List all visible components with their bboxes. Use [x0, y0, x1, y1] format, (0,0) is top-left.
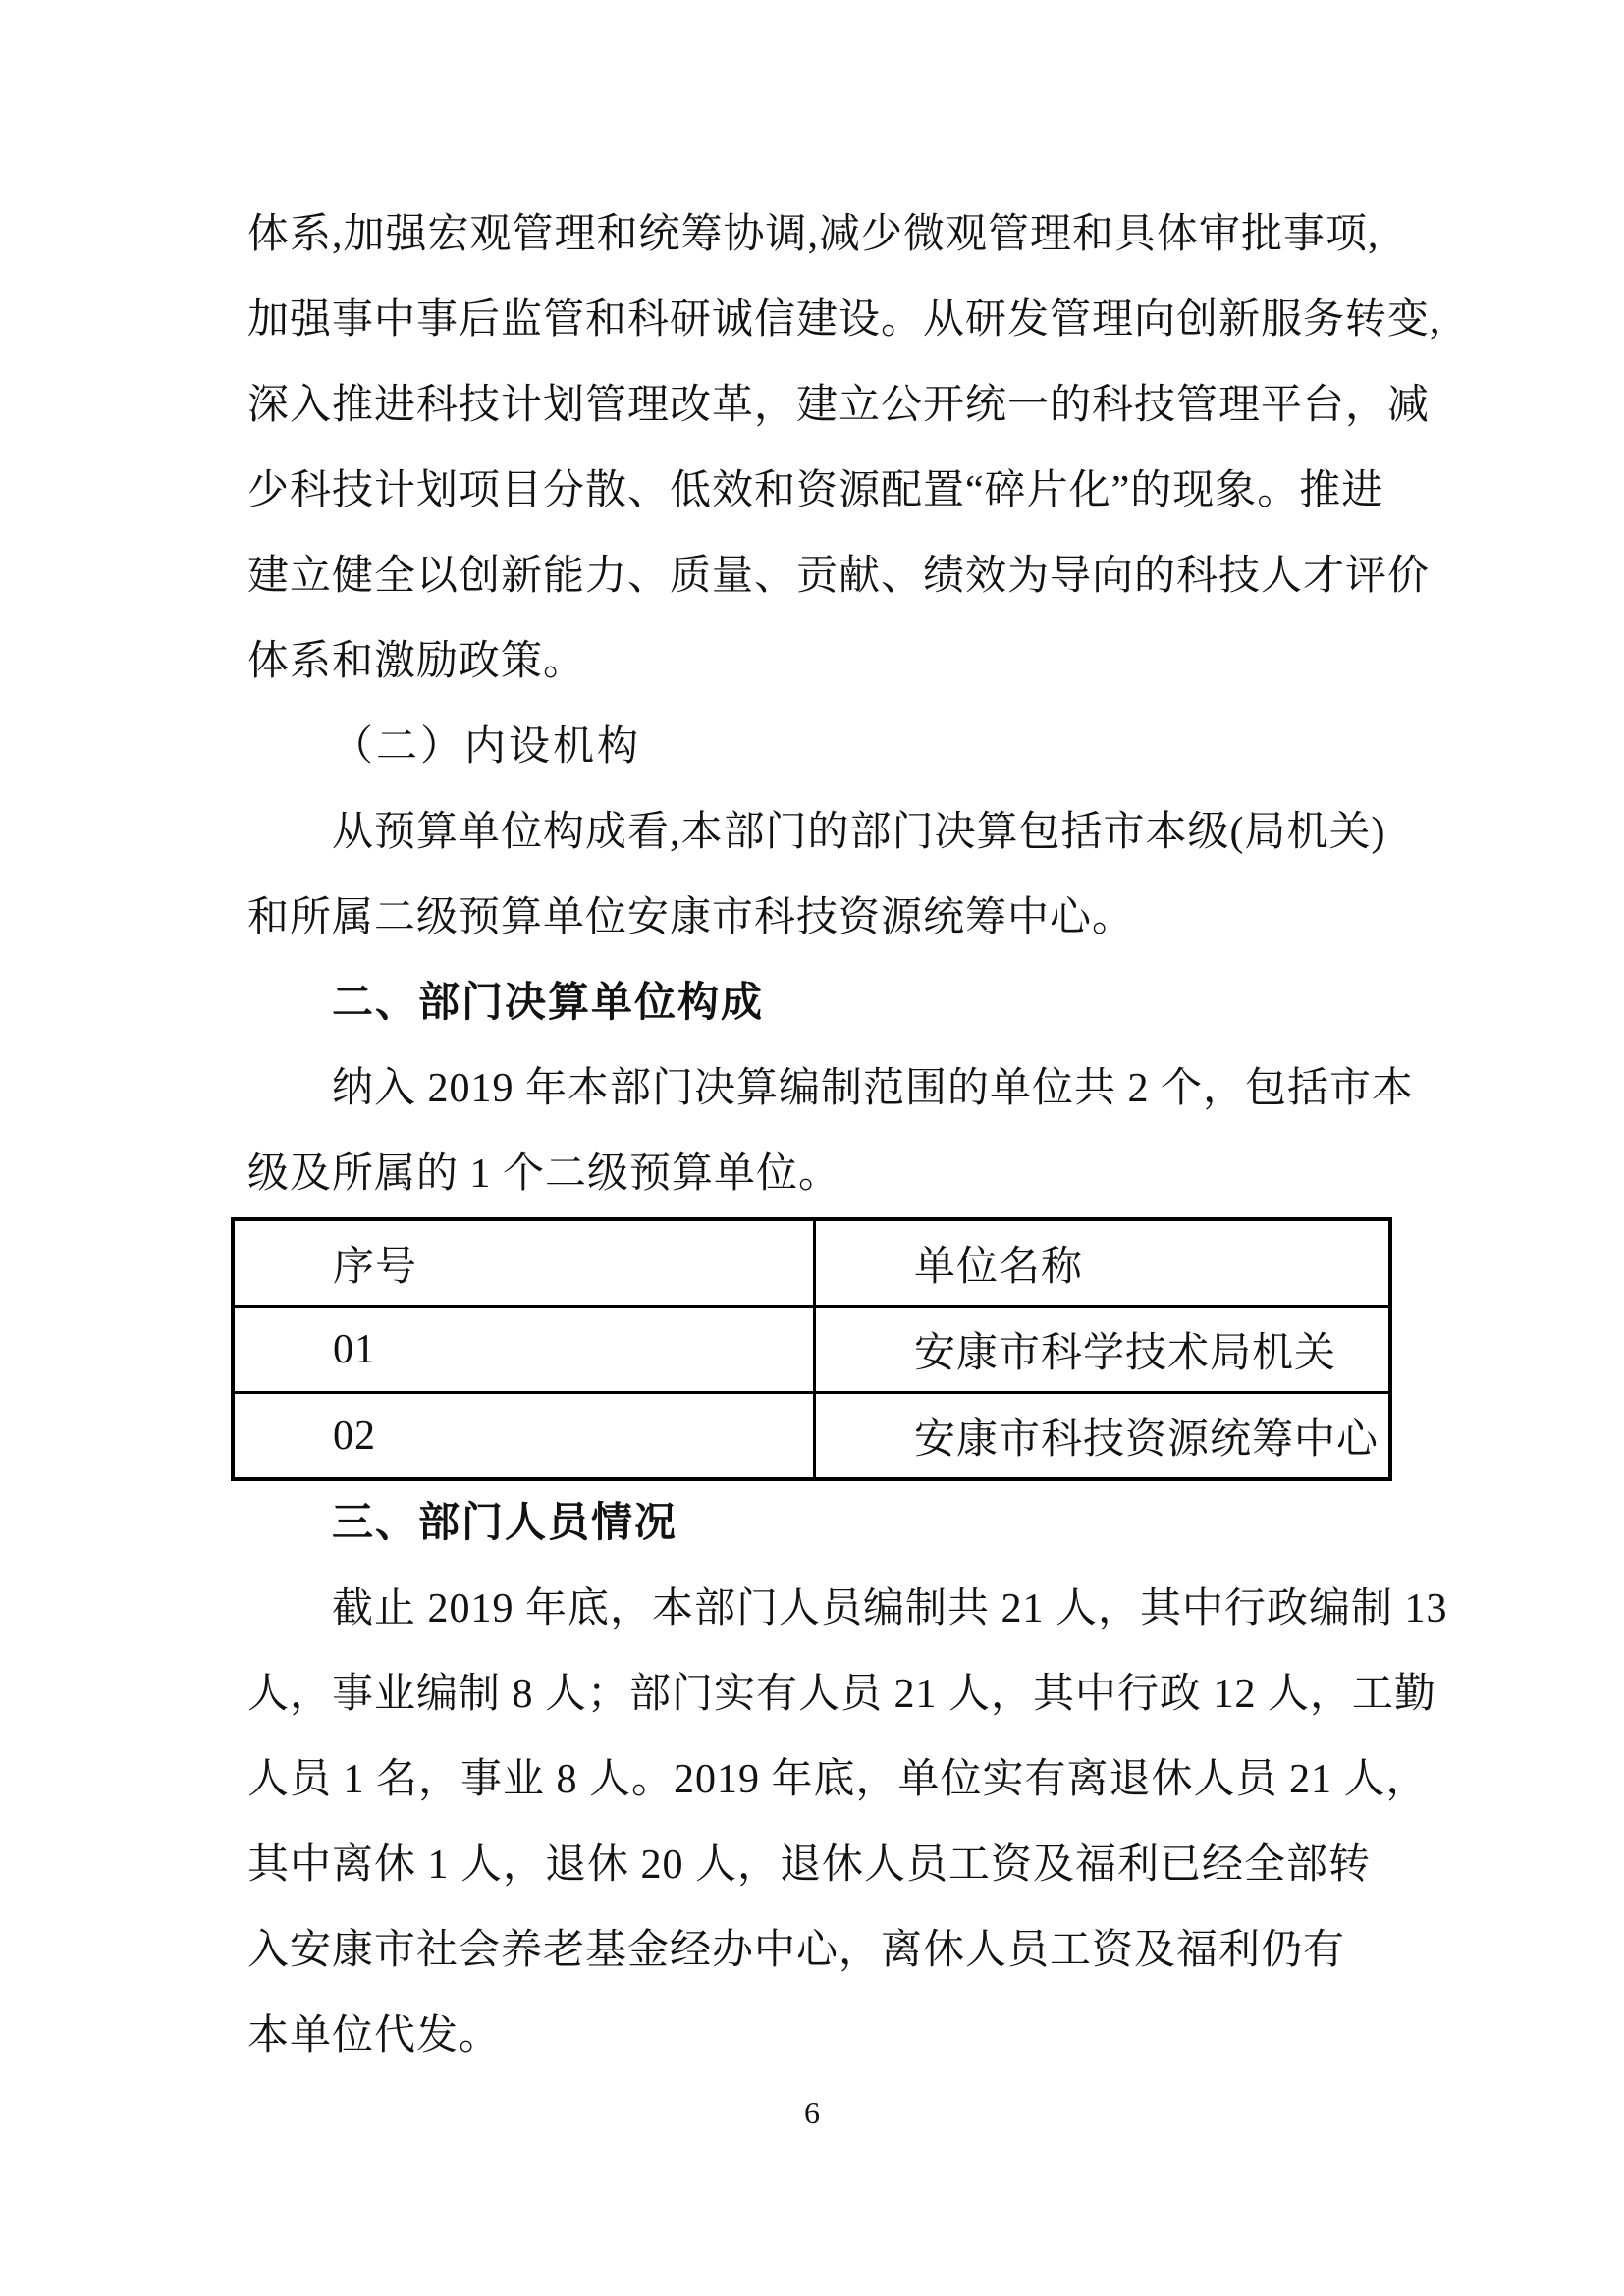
section-heading-juesuan-danwei-goucheng: 二、部门决算单位构成 [332, 981, 765, 1026]
para-line: 级及所属的 1 个二级预算单位。 [247, 1151, 841, 1197]
para-line: 纳入 2019 年本部门决算编制范围的单位共 2 个，包括市本 [332, 1066, 1415, 1111]
para-line: 和所属二级预算单位安康市科技资源统筹中心。 [247, 895, 1135, 940]
para-line: 人，事业编制 8 人；部门实有人员 21 人，其中行政 12 人，工勤 [247, 1672, 1437, 1717]
para-line: 从预算单位构成看,本部门的部门决算包括市本级(局机关) [332, 810, 1386, 855]
para-line: 入安康市社会养老基金经办中心，离休人员工资及福利仍有 [247, 1928, 1346, 1973]
para-line: 体系,加强宏观管理和统筹协调,减少微观管理和具体审批事项, [247, 212, 1380, 257]
table-cell-index: 02 [233, 1393, 815, 1480]
para-line: 截止 2019 年底，本部门人员编制共 21 人，其中行政编制 13 [332, 1586, 1448, 1631]
table-row [233, 1307, 1390, 1393]
subsection-heading-neishejigou: （二）内设机构 [332, 724, 642, 770]
para-line: 建立健全以创新能力、质量、贡献、绩效为导向的科技人才评价 [247, 554, 1431, 599]
para-line: 其中离休 1 人，退休 20 人，退休人员工资及福利已经全部转 [247, 1842, 1372, 1888]
section-heading-renyuan-qingkuang: 三、部门人员情况 [332, 1501, 678, 1546]
page-number: 6 [804, 2095, 820, 2130]
table-cell-unit-name: 安康市科技资源统筹中心 [815, 1393, 1391, 1480]
table-row [233, 1393, 1390, 1480]
para-line: 人员 1 名，事业 8 人。2019 年底，单位实有离退休人员 21 人， [247, 1757, 1429, 1802]
table-header-row [233, 1219, 1390, 1307]
para-line: 加强事中事后监管和科研诚信建设。从研发管理向创新服务转变, [247, 297, 1441, 343]
para-line: 本单位代发。 [247, 2013, 502, 2058]
para-line: 体系和激励政策。 [247, 639, 586, 684]
units-table [231, 1217, 1392, 1481]
table-header-cell-danwei-mingcheng: 单位名称 [815, 1219, 1391, 1307]
para-line: 少科技计划项目分散、低效和资源配置“碎片化”的现象。推进 [247, 468, 1384, 513]
body-text [247, 192, 1448, 2079]
para-line: 深入推进科技计划管理改革，建立公开统一的科技管理平台，减 [247, 383, 1431, 428]
table-cell-unit-name: 安康市科学技术局机关 [815, 1307, 1391, 1393]
table-header-cell-xuhao: 序号 [233, 1219, 815, 1307]
table-cell-index: 01 [233, 1307, 815, 1393]
